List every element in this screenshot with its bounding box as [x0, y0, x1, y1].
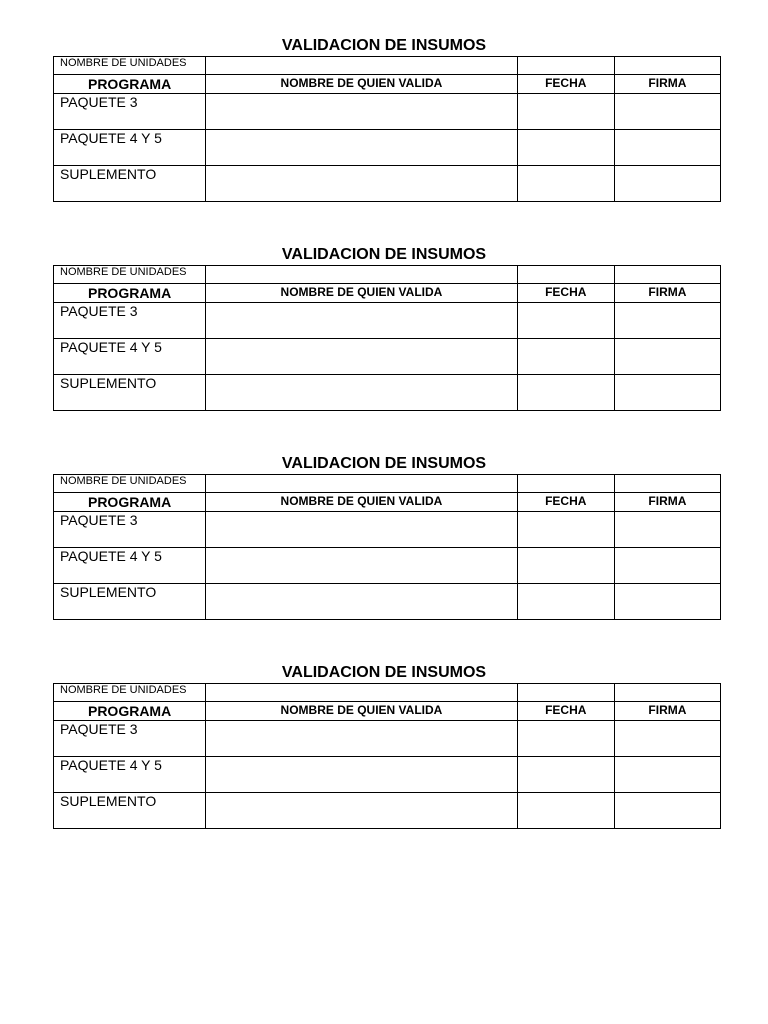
program-cell — [54, 375, 206, 411]
signature-field[interactable] — [614, 584, 720, 620]
date-field[interactable] — [517, 757, 614, 793]
date-header: FECHA — [545, 494, 587, 508]
program-cell — [54, 757, 206, 793]
validation-table — [53, 56, 721, 202]
validator-name-field[interactable] — [206, 721, 517, 757]
units-name-field[interactable] — [206, 475, 517, 493]
form-title: VALIDACION DE INSUMOS — [281, 246, 487, 263]
validation-table — [53, 474, 721, 620]
header-cell — [614, 284, 720, 303]
program-cell — [54, 584, 206, 620]
validator-name-field[interactable] — [206, 548, 517, 584]
table-row — [54, 512, 721, 548]
units-extra-field[interactable] — [614, 266, 720, 284]
units-extra-field[interactable] — [614, 57, 720, 75]
program-cell — [54, 94, 206, 130]
header-cell — [54, 75, 206, 94]
header-cell — [206, 702, 517, 721]
date-header: FECHA — [545, 285, 587, 299]
units-extra-field[interactable] — [517, 266, 614, 284]
program-cell — [54, 721, 206, 757]
table-row — [54, 584, 721, 620]
program-label: SUPLEMENTO — [60, 166, 157, 182]
signature-field[interactable] — [614, 721, 720, 757]
header-row — [54, 702, 721, 721]
signature-header: FIRMA — [648, 76, 687, 90]
units-label-cell — [54, 57, 206, 75]
program-label: SUPLEMENTO — [60, 584, 157, 600]
program-cell — [54, 512, 206, 548]
table-row — [54, 793, 721, 829]
header-cell — [517, 284, 614, 303]
program-label: PAQUETE 3 — [60, 94, 138, 110]
validator-name-field[interactable] — [206, 757, 517, 793]
validation-table — [53, 683, 721, 829]
units-row — [54, 475, 721, 493]
validator-name-header: NOMBRE DE QUIEN VALIDA — [280, 76, 443, 90]
table-row — [54, 339, 721, 375]
signature-header: FIRMA — [648, 285, 687, 299]
units-row — [54, 684, 721, 702]
table-row — [54, 303, 721, 339]
program-label: PAQUETE 3 — [60, 512, 138, 528]
date-field[interactable] — [517, 793, 614, 829]
validator-name-field[interactable] — [206, 793, 517, 829]
units-row — [54, 266, 721, 284]
units-row — [54, 57, 721, 75]
date-field[interactable] — [517, 303, 614, 339]
signature-field[interactable] — [614, 793, 720, 829]
units-label-cell — [54, 266, 206, 284]
table-row — [54, 548, 721, 584]
units-label: NOMBRE DE UNIDADES — [60, 475, 187, 487]
program-cell — [54, 548, 206, 584]
program-cell — [54, 166, 206, 202]
validator-name-field[interactable] — [206, 303, 517, 339]
validator-name-field[interactable] — [206, 94, 517, 130]
signature-field[interactable] — [614, 130, 720, 166]
header-cell — [517, 493, 614, 512]
table-row — [54, 130, 721, 166]
table-row — [54, 375, 721, 411]
signature-header: FIRMA — [648, 494, 687, 508]
units-extra-field[interactable] — [517, 475, 614, 493]
validation-table — [53, 265, 721, 411]
program-cell — [54, 339, 206, 375]
validator-name-header: NOMBRE DE QUIEN VALIDA — [280, 703, 443, 717]
programa-header: PROGRAMA — [87, 285, 172, 301]
validator-name-field[interactable] — [206, 512, 517, 548]
units-name-field[interactable] — [206, 266, 517, 284]
date-header: FECHA — [545, 703, 587, 717]
programa-header: PROGRAMA — [87, 494, 172, 510]
date-field[interactable] — [517, 166, 614, 202]
program-cell — [54, 130, 206, 166]
program-label: PAQUETE 4 Y 5 — [60, 548, 162, 564]
units-extra-field[interactable] — [517, 57, 614, 75]
date-field[interactable] — [517, 130, 614, 166]
date-field[interactable] — [517, 548, 614, 584]
units-label-cell — [54, 684, 206, 702]
validator-name-field[interactable] — [206, 166, 517, 202]
header-cell — [614, 75, 720, 94]
header-row — [54, 284, 721, 303]
program-label: PAQUETE 4 Y 5 — [60, 130, 162, 146]
date-field[interactable] — [517, 512, 614, 548]
header-cell — [206, 284, 517, 303]
date-field[interactable] — [517, 375, 614, 411]
units-label: NOMBRE DE UNIDADES — [60, 57, 187, 69]
signature-header: FIRMA — [648, 703, 687, 717]
program-label: PAQUETE 4 Y 5 — [60, 339, 162, 355]
form-title: VALIDACION DE INSUMOS — [281, 664, 487, 681]
signature-field[interactable] — [614, 94, 720, 130]
units-extra-field[interactable] — [614, 684, 720, 702]
program-label: PAQUETE 3 — [60, 303, 138, 319]
validator-name-field[interactable] — [206, 130, 517, 166]
units-name-field[interactable] — [206, 684, 517, 702]
header-cell — [54, 702, 206, 721]
program-label: PAQUETE 4 Y 5 — [60, 757, 162, 773]
table-row — [54, 721, 721, 757]
program-cell — [54, 303, 206, 339]
validator-name-header: NOMBRE DE QUIEN VALIDA — [280, 285, 443, 299]
units-label: NOMBRE DE UNIDADES — [60, 266, 187, 278]
program-label: PAQUETE 3 — [60, 721, 138, 737]
signature-field[interactable] — [614, 757, 720, 793]
header-cell — [614, 493, 720, 512]
header-cell — [206, 493, 517, 512]
date-field[interactable] — [517, 721, 614, 757]
units-name-field[interactable] — [206, 57, 517, 75]
table-row — [54, 757, 721, 793]
table-row — [54, 166, 721, 202]
table-row — [54, 94, 721, 130]
date-field[interactable] — [517, 584, 614, 620]
form-title: VALIDACION DE INSUMOS — [281, 455, 487, 472]
date-field[interactable] — [517, 339, 614, 375]
header-cell — [54, 493, 206, 512]
program-cell — [54, 793, 206, 829]
form-title: VALIDACION DE INSUMOS — [281, 37, 487, 54]
units-label-cell — [54, 475, 206, 493]
program-label: SUPLEMENTO — [60, 793, 157, 809]
header-row — [54, 493, 721, 512]
programa-header: PROGRAMA — [87, 703, 172, 719]
header-row — [54, 75, 721, 94]
signature-field[interactable] — [614, 512, 720, 548]
header-cell — [517, 75, 614, 94]
header-cell — [206, 75, 517, 94]
validator-name-field[interactable] — [206, 339, 517, 375]
signature-field[interactable] — [614, 548, 720, 584]
signature-field[interactable] — [614, 339, 720, 375]
program-label: SUPLEMENTO — [60, 375, 157, 391]
units-extra-field[interactable] — [614, 475, 720, 493]
signature-field[interactable] — [614, 166, 720, 202]
units-extra-field[interactable] — [517, 684, 614, 702]
signature-field[interactable] — [614, 303, 720, 339]
date-header: FECHA — [545, 76, 587, 90]
header-cell — [614, 702, 720, 721]
units-label: NOMBRE DE UNIDADES — [60, 684, 187, 696]
date-field[interactable] — [517, 94, 614, 130]
programa-header: PROGRAMA — [87, 76, 172, 92]
header-cell — [517, 702, 614, 721]
signature-field[interactable] — [614, 375, 720, 411]
validator-name-field[interactable] — [206, 584, 517, 620]
validator-name-header: NOMBRE DE QUIEN VALIDA — [280, 494, 443, 508]
header-cell — [54, 284, 206, 303]
validator-name-field[interactable] — [206, 375, 517, 411]
